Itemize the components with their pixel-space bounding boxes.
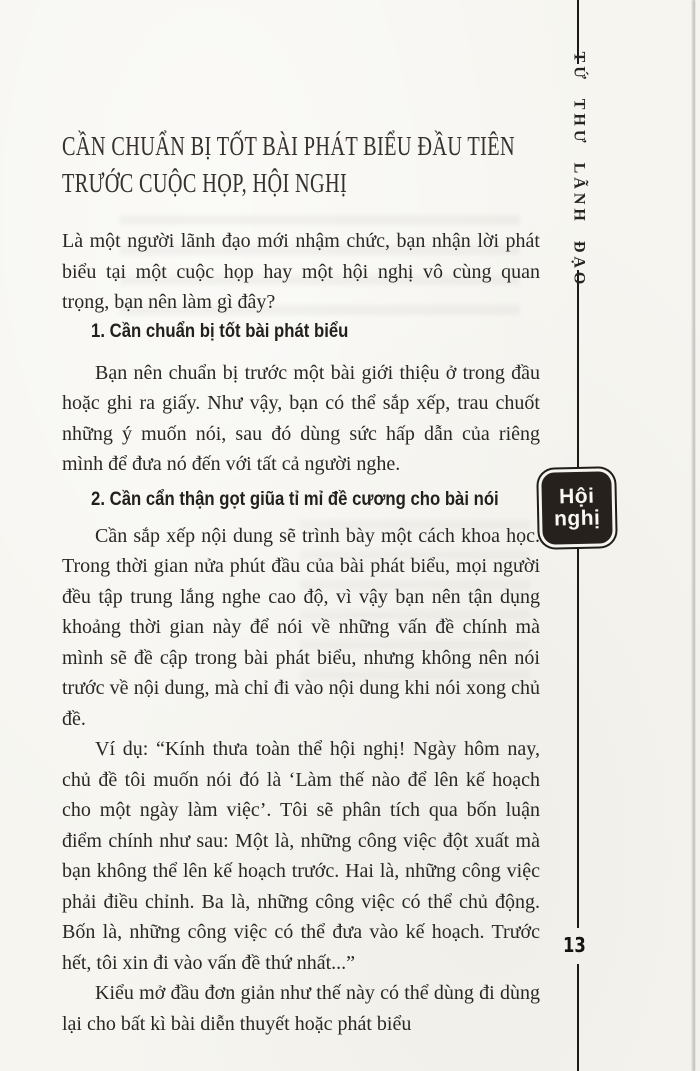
chapter-title-line-1: CẦN CHUẨN BỊ TỐT BÀI PHÁT BIỂU ĐẦU TIÊN [62,131,516,161]
margin-rule-segment [577,964,579,1071]
article-body [62,128,540,1039]
page-number: 13 [563,933,586,957]
margin-rule-segment [577,270,579,473]
section-1-heading: 1. Cần chuẩn bị tốt bài phát biểu [91,320,349,342]
series-title-vertical [565,51,591,289]
chapter-badge [541,471,612,544]
section-2-paragraph: Kiểu mở đầu đơn giản như thế này có thể dùng đi dùng lại cho bất kì bài diễn thuyết hoặc phát biểu [62,982,540,1035]
series-title-text: TỨ THƯ LÃNH ĐẠO [570,51,587,289]
section-2-paragraph: Cần sắp xếp nội dung sẽ trình bày một cách khoa học. Trong thời gian nửa phút đầu của bài phát biểu, mọi người đều tập trung lắng nghe cao độ, vì vậy bạn nên tận dụng khoảng thời gian này để nói về những vấn đề chính mà mình sẽ đề cập trong bài phát biểu, nhưng không nên nói trước về nội dung, mà chỉ đi vào nội dung khi nói xong chủ đề. [62,524,540,730]
intro-paragraph: Là một người lãnh đạo mới nhậm chức, bạn nhận lời phát biểu tại một cuộc họp hay một hội nghị vô cùng quan trọng, bạn nên làm gì đây? [62,230,540,313]
margin-rule-segment [577,549,579,928]
section-2-heading: 2. Cần cẩn thận gọt giũa tỉ mỉ đề cương cho bài nói [91,488,499,510]
chapter-badge-line-2: nghị [553,506,601,531]
section-1-paragraph: Bạn nên chuẩn bị trước một bài giới thiệu ở trong đầu hoặc ghi ra giấy. Như vậy, bạn có thể sắp xếp, trau chuốt những ý muốn nói, sau đó dùng sức hấp dẫn của riêng mình để đưa nó đến với tất cả người nghe. [62,361,540,475]
chapter-badge-line-1: Hội [558,484,595,509]
section-2-paragraph: Ví dụ: “Kính thưa toàn thể hội nghị! Ngày hôm nay, chủ đề tôi muốn nói đó là ‘Làm thế nào để lên kế hoạch cho một ngày làm việc’. Tôi sẽ phân tích qua bốn luận điểm chính như sau: Một là, những công việc đột xuất mà bạn không thể lên kế hoạch trước. Hai là, những công việc phải điều chỉnh. Ba là, những công việc có thể chủ động. Bốn là, những công việc có thể đưa vào kế hoạch. Trước hết, tôi xin đi vào vấn đề thứ nhất...” [62,738,540,974]
page-edge-shadow [691,0,695,1071]
chapter-title-line-2: TRƯỚC CUỘC HỌP, HỘI NGHỊ [62,168,348,198]
